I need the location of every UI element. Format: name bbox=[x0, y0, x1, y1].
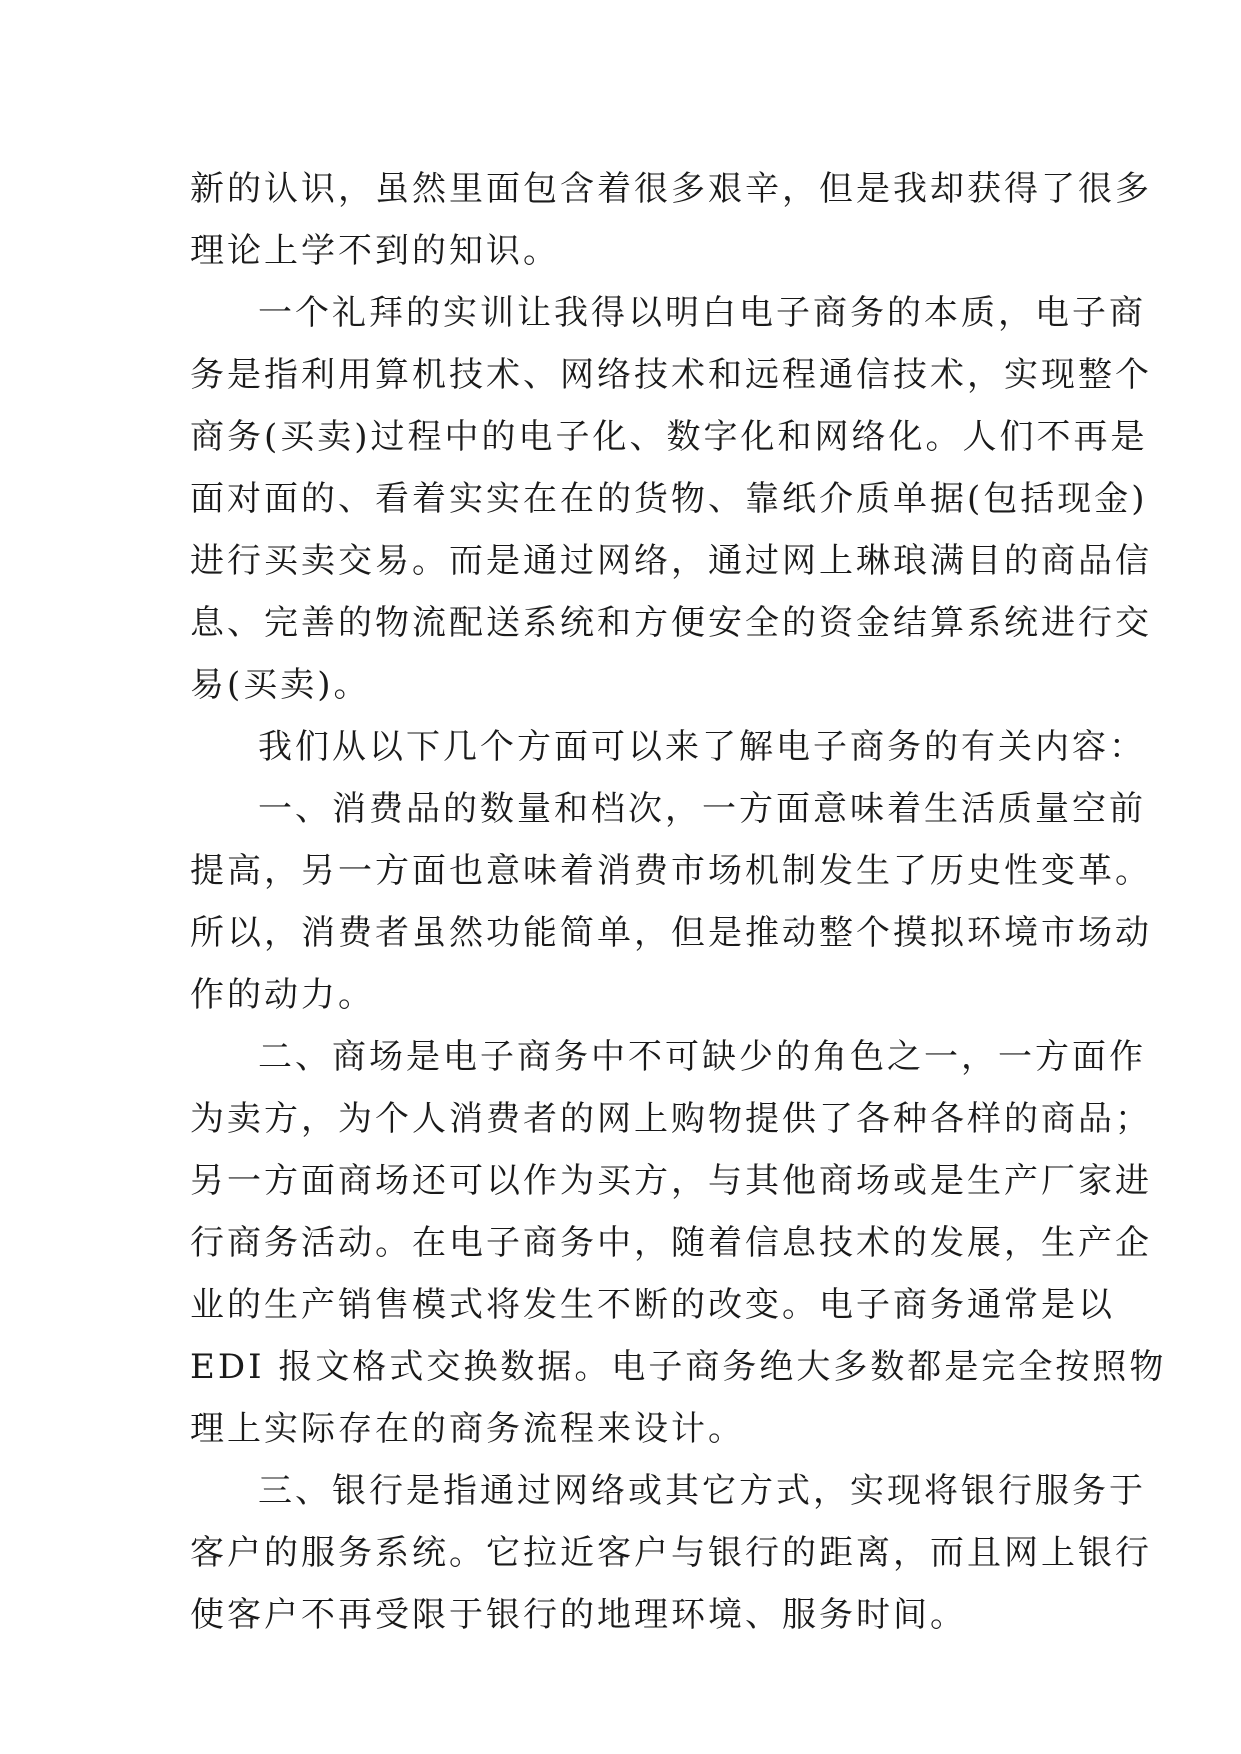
text-line: 我们从以下几个方面可以来了解电子商务的有关内容： bbox=[258, 727, 1146, 767]
body-text bbox=[190, 158, 1167, 1646]
text-line: 息、完善的物流配送系统和方便安全的资金结算系统进行交 bbox=[190, 603, 1152, 643]
text-line: 理论上学不到的知识。 bbox=[190, 231, 560, 271]
text-line: 进行买卖交易。而是通过网络，通过网上琳琅满目的商品信 bbox=[190, 541, 1152, 581]
text-line: 理上实际存在的商务流程来设计。 bbox=[190, 1409, 745, 1449]
text-line: 务是指利用算机技术、网络技术和远程通信技术，实现整个 bbox=[190, 355, 1152, 395]
text-line: 客户的服务系统。它拉近客户与银行的距离，而且网上银行 bbox=[190, 1533, 1152, 1573]
text-line: 一、消费品的数量和档次，一方面意味着生活质量空前 bbox=[258, 789, 1146, 829]
text-line: 另一方面商场还可以作为买方，与其他商场或是生产厂家进 bbox=[190, 1161, 1152, 1201]
text-line: 新的认识，虽然里面包含着很多艰辛，但是我却获得了很多 bbox=[190, 169, 1152, 209]
text-line: 行商务活动。在电子商务中，随着信息技术的发展，生产企 bbox=[190, 1223, 1152, 1263]
text-line: 提高，另一方面也意味着消费市场机制发生了历史性变革。 bbox=[190, 851, 1152, 891]
text-line: 面对面的、看着实实在在的货物、靠纸介质单据(包括现金) bbox=[190, 479, 1148, 519]
text-line: 三、银行是指通过网络或其它方式，实现将银行服务于 bbox=[258, 1471, 1146, 1511]
text-line: EDI 报文格式交换数据。电子商务绝大多数都是完全按照物 bbox=[190, 1347, 1167, 1387]
text-line: 一个礼拜的实训让我得以明白电子商务的本质，电子商 bbox=[258, 293, 1146, 333]
text-line: 业的生产销售模式将发生不断的改变。电子商务通常是以 bbox=[190, 1285, 1115, 1325]
text-line: 使客户不再受限于银行的地理环境、服务时间。 bbox=[190, 1595, 967, 1635]
text-line: 二、商场是电子商务中不可缺少的角色之一，一方面作 bbox=[258, 1037, 1146, 1077]
text-line: 作的动力。 bbox=[190, 975, 375, 1015]
text-line: 商务(买卖)过程中的电子化、数字化和网络化。人们不再是 bbox=[190, 417, 1148, 457]
text-line: 易(买卖)。 bbox=[190, 665, 371, 705]
text-line: 为卖方，为个人消费者的网上购物提供了各种各样的商品； bbox=[190, 1099, 1152, 1139]
text-line: 所以，消费者虽然功能简单，但是推动整个摸拟环境市场动 bbox=[190, 913, 1152, 953]
